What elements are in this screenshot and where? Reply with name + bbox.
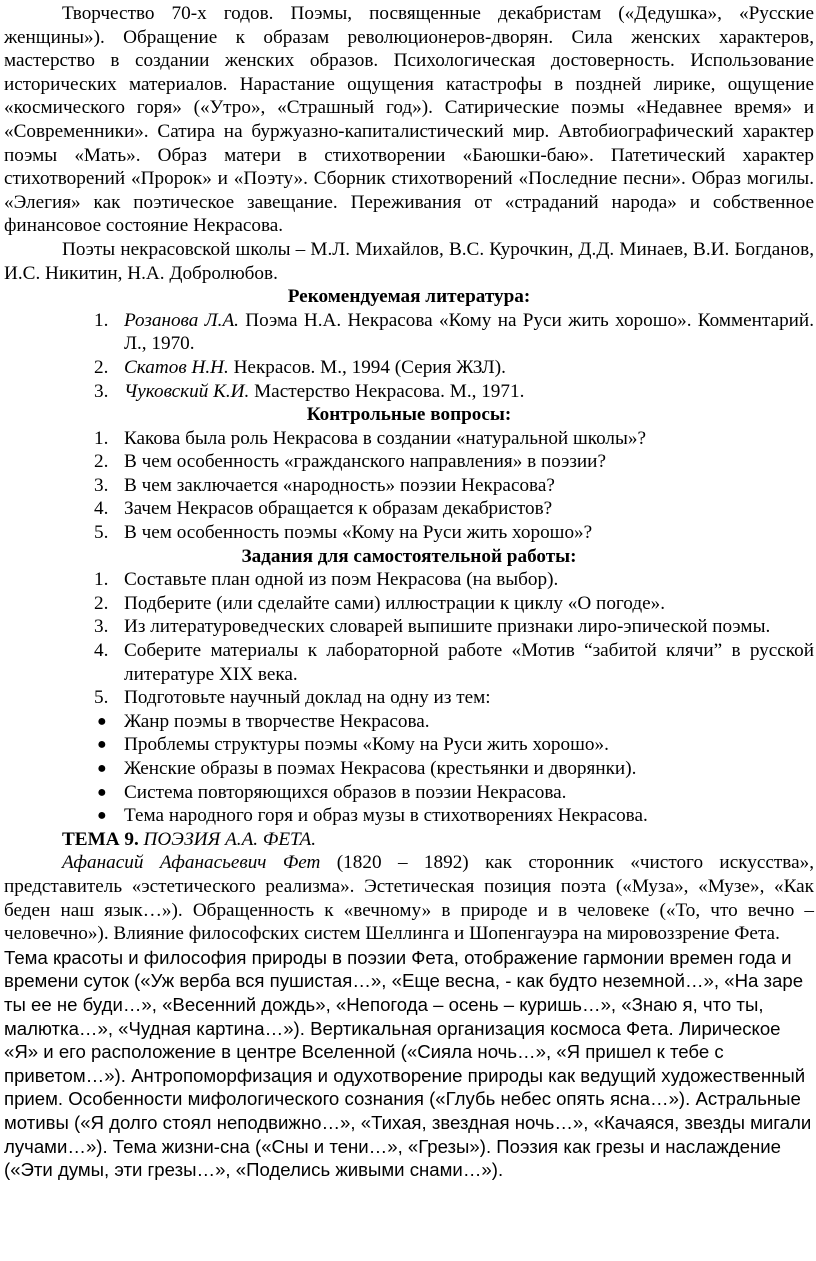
list-item [4, 615, 814, 639]
item-text: Поэма Н.А. Некрасова «Кому на Руси жить хорошо». Комментарий. Л., 1970. [124, 309, 814, 355]
list-item [4, 686, 814, 710]
list-item [4, 380, 814, 404]
list-item [4, 356, 814, 380]
item-text: Жанр поэмы в творчестве Некрасова. [124, 710, 430, 732]
item-author: Чуковский К.И. [124, 380, 250, 402]
list-item [4, 804, 814, 828]
intro-paragraph-2: Поэты некрасовской школы – М.Л. Михайлов, В.С. Курочкин, Д.Д. Минаев, В.И. Богданов, И.С. Никитин, Н.А. Добролюбов. [4, 238, 814, 284]
item-number: 3. [94, 616, 109, 638]
list-item [4, 521, 814, 545]
item-text: Некрасов. М., 1994 (Серия ЖЗЛ). [228, 356, 506, 378]
literature-list [4, 309, 814, 403]
item-number: 2. [94, 592, 109, 614]
bullet-icon: ● [97, 760, 107, 777]
theme9-label: ТЕМА 9. [62, 828, 139, 850]
item-number: 2. [94, 356, 109, 378]
theme9-paragraph-2: Тема красоты и философия природы в поэзии Фета, отображение гармонии времен года и времени суток («Уж верба вся пушистая…», «Еще весна, - как будто неземной…», «На заре ты ее не буди…», «Весенний дождь», «Непогода – осень – куришь…», «Знаю я, что ты, малютка…», «Чудная картина…»). Вертикальная организация космоса Фета. Лирическое «Я» и его расположение в центре Вселенной («Сияла ночь…», «Я пришел к тебе с приветом…»). Антропоморфизация и одухотворение природы как ведущий художественный прием. Особенности мифологического сознания («Глубь небес опять ясна…»). Астральные мотивы («Я долго стоял неподвижно…», «Тихая, звездная ночь…», «Качаяся, звезды мигали лучами…»). Тема жизни-сна («Сны и тени…», «Грезы»). Поэзия как грезы и наслаждение («Эти думы, эти грезы…», «Поделись живыми снами…»). [4, 946, 812, 1181]
item-author: Скатов Н.Н. [124, 356, 229, 378]
item-text: Соберите материалы к лабораторной работе «Мотив “забитой клячи” в русской литературе XIX века. [124, 640, 814, 685]
list-item [4, 568, 814, 592]
item-text: Тема народного горя и образ музы в стихотворениях Некрасова. [124, 805, 648, 827]
bullet-icon: ● [97, 736, 107, 754]
list-item [4, 450, 814, 474]
item-number: 4. [94, 640, 109, 662]
item-text: В чем особенность поэмы «Кому на Руси жить хорошо»? [124, 522, 593, 544]
list-item [4, 427, 814, 451]
bullet-icon: ● [97, 807, 107, 825]
intro-paragraph-1: Творчество 70-х годов. Поэмы, посвященные декабристам («Дедушка», «Русские женщины»). Обращение к образам революционеров-дворян. Сила женских характеров, мастерство в создании женских образов. Психологическая достоверность. Использование исторических материалов. Нарастание ощущения катастрофы в поздней лирике, ощущение «космического горя» («Утро», «Страшный год»). Сатирические поэмы «Недавнее время» и «Современники». Сатира на буржуазно-капиталистический мир. Автобиографический характер поэмы «Мать». Образ матери в стихотворении «Баюшки-баю». Патетический характер стихотворений «Пророк» и «Поэту». Сборник стихотворений «Последние песни». Образ могилы. «Элегия» как поэтическое завещание. Переживания от «страданий народа» и собственное финансовое состояние Некрасова. [4, 3, 814, 237]
tasks-heading: Задания для самостоятельной работы: [241, 545, 577, 567]
item-text: Какова была роль Некрасова в создании «натуральной школы»? [124, 427, 647, 449]
bullet-icon: ● [97, 712, 107, 730]
item-number: 1. [94, 427, 109, 449]
item-text: В чем заключается «народность» поэзии Некрасова? [124, 474, 555, 496]
item-number: 3. [94, 380, 109, 402]
item-text: Подготовьте научный доклад на одну из тем: [124, 687, 491, 709]
item-text: Подберите (или сделайте сами) иллюстрации к циклу «О погоде». [124, 592, 666, 614]
item-text: Из литературоведческих словарей выпишите признаки лиро-эпической поэмы. [124, 616, 771, 638]
item-number: 5. [94, 522, 109, 544]
tasks-list [4, 568, 814, 710]
list-item [4, 592, 814, 616]
item-text: Проблемы структуры поэмы «Кому на Руси жить хорошо». [124, 734, 609, 756]
questions-heading: Контрольные вопросы: [306, 404, 512, 426]
questions-list [4, 427, 814, 545]
item-text: Женские образы в поэмах Некрасова (крестьянки и дворянки). [124, 758, 637, 779]
theme9-paragraph-1 [4, 851, 814, 945]
item-number: 1. [94, 309, 109, 331]
theme9-heading [4, 828, 814, 852]
list-item [4, 474, 814, 498]
item-number: 2. [94, 451, 109, 473]
bullet-icon: ● [97, 783, 107, 801]
list-item [4, 757, 814, 781]
item-text: В чем особенность «гражданского направления» в поэзии? [124, 451, 606, 473]
item-text: Система повторяющихся образов в поэзии Некрасова. [124, 781, 567, 803]
item-number: 3. [94, 474, 109, 496]
item-number: 1. [94, 569, 109, 591]
list-item [4, 639, 814, 686]
list-item [4, 733, 814, 757]
literature-heading: Рекомендуемая литература: [287, 286, 531, 308]
list-item [4, 309, 814, 356]
paragraph-text: (1820 – 1892) как сторонник «чистого искусства», представитель «эстетического реализма». Эстетическая позиция поэта («Муза», «Музе», «Как беден наш язык…»). Обращенность к «вечному» в природе и в человеке («То, что вечно – человечно»). Влияние философских систем Шеллинга и Шопенгауэра на мировоззрение Фета. [4, 852, 814, 945]
theme9-title: ПОЭЗИЯ А.А. ФЕТА. [143, 828, 317, 850]
item-text: Зачем Некрасов обращается к образам декабристов? [124, 498, 553, 520]
item-number: 4. [94, 498, 109, 520]
item-number: 5. [94, 687, 109, 709]
topics-list [4, 710, 814, 828]
item-text: Составьте план одной из поэм Некрасова (на выбор). [124, 569, 559, 591]
item-text: Мастерство Некрасова. М., 1971. [249, 380, 525, 402]
list-item [4, 710, 814, 734]
item-author: Розанова Л.А. [124, 309, 239, 331]
poet-name: Афанасий Афанасьевич Фет [62, 852, 321, 874]
list-item [4, 497, 814, 521]
list-item [4, 781, 814, 805]
